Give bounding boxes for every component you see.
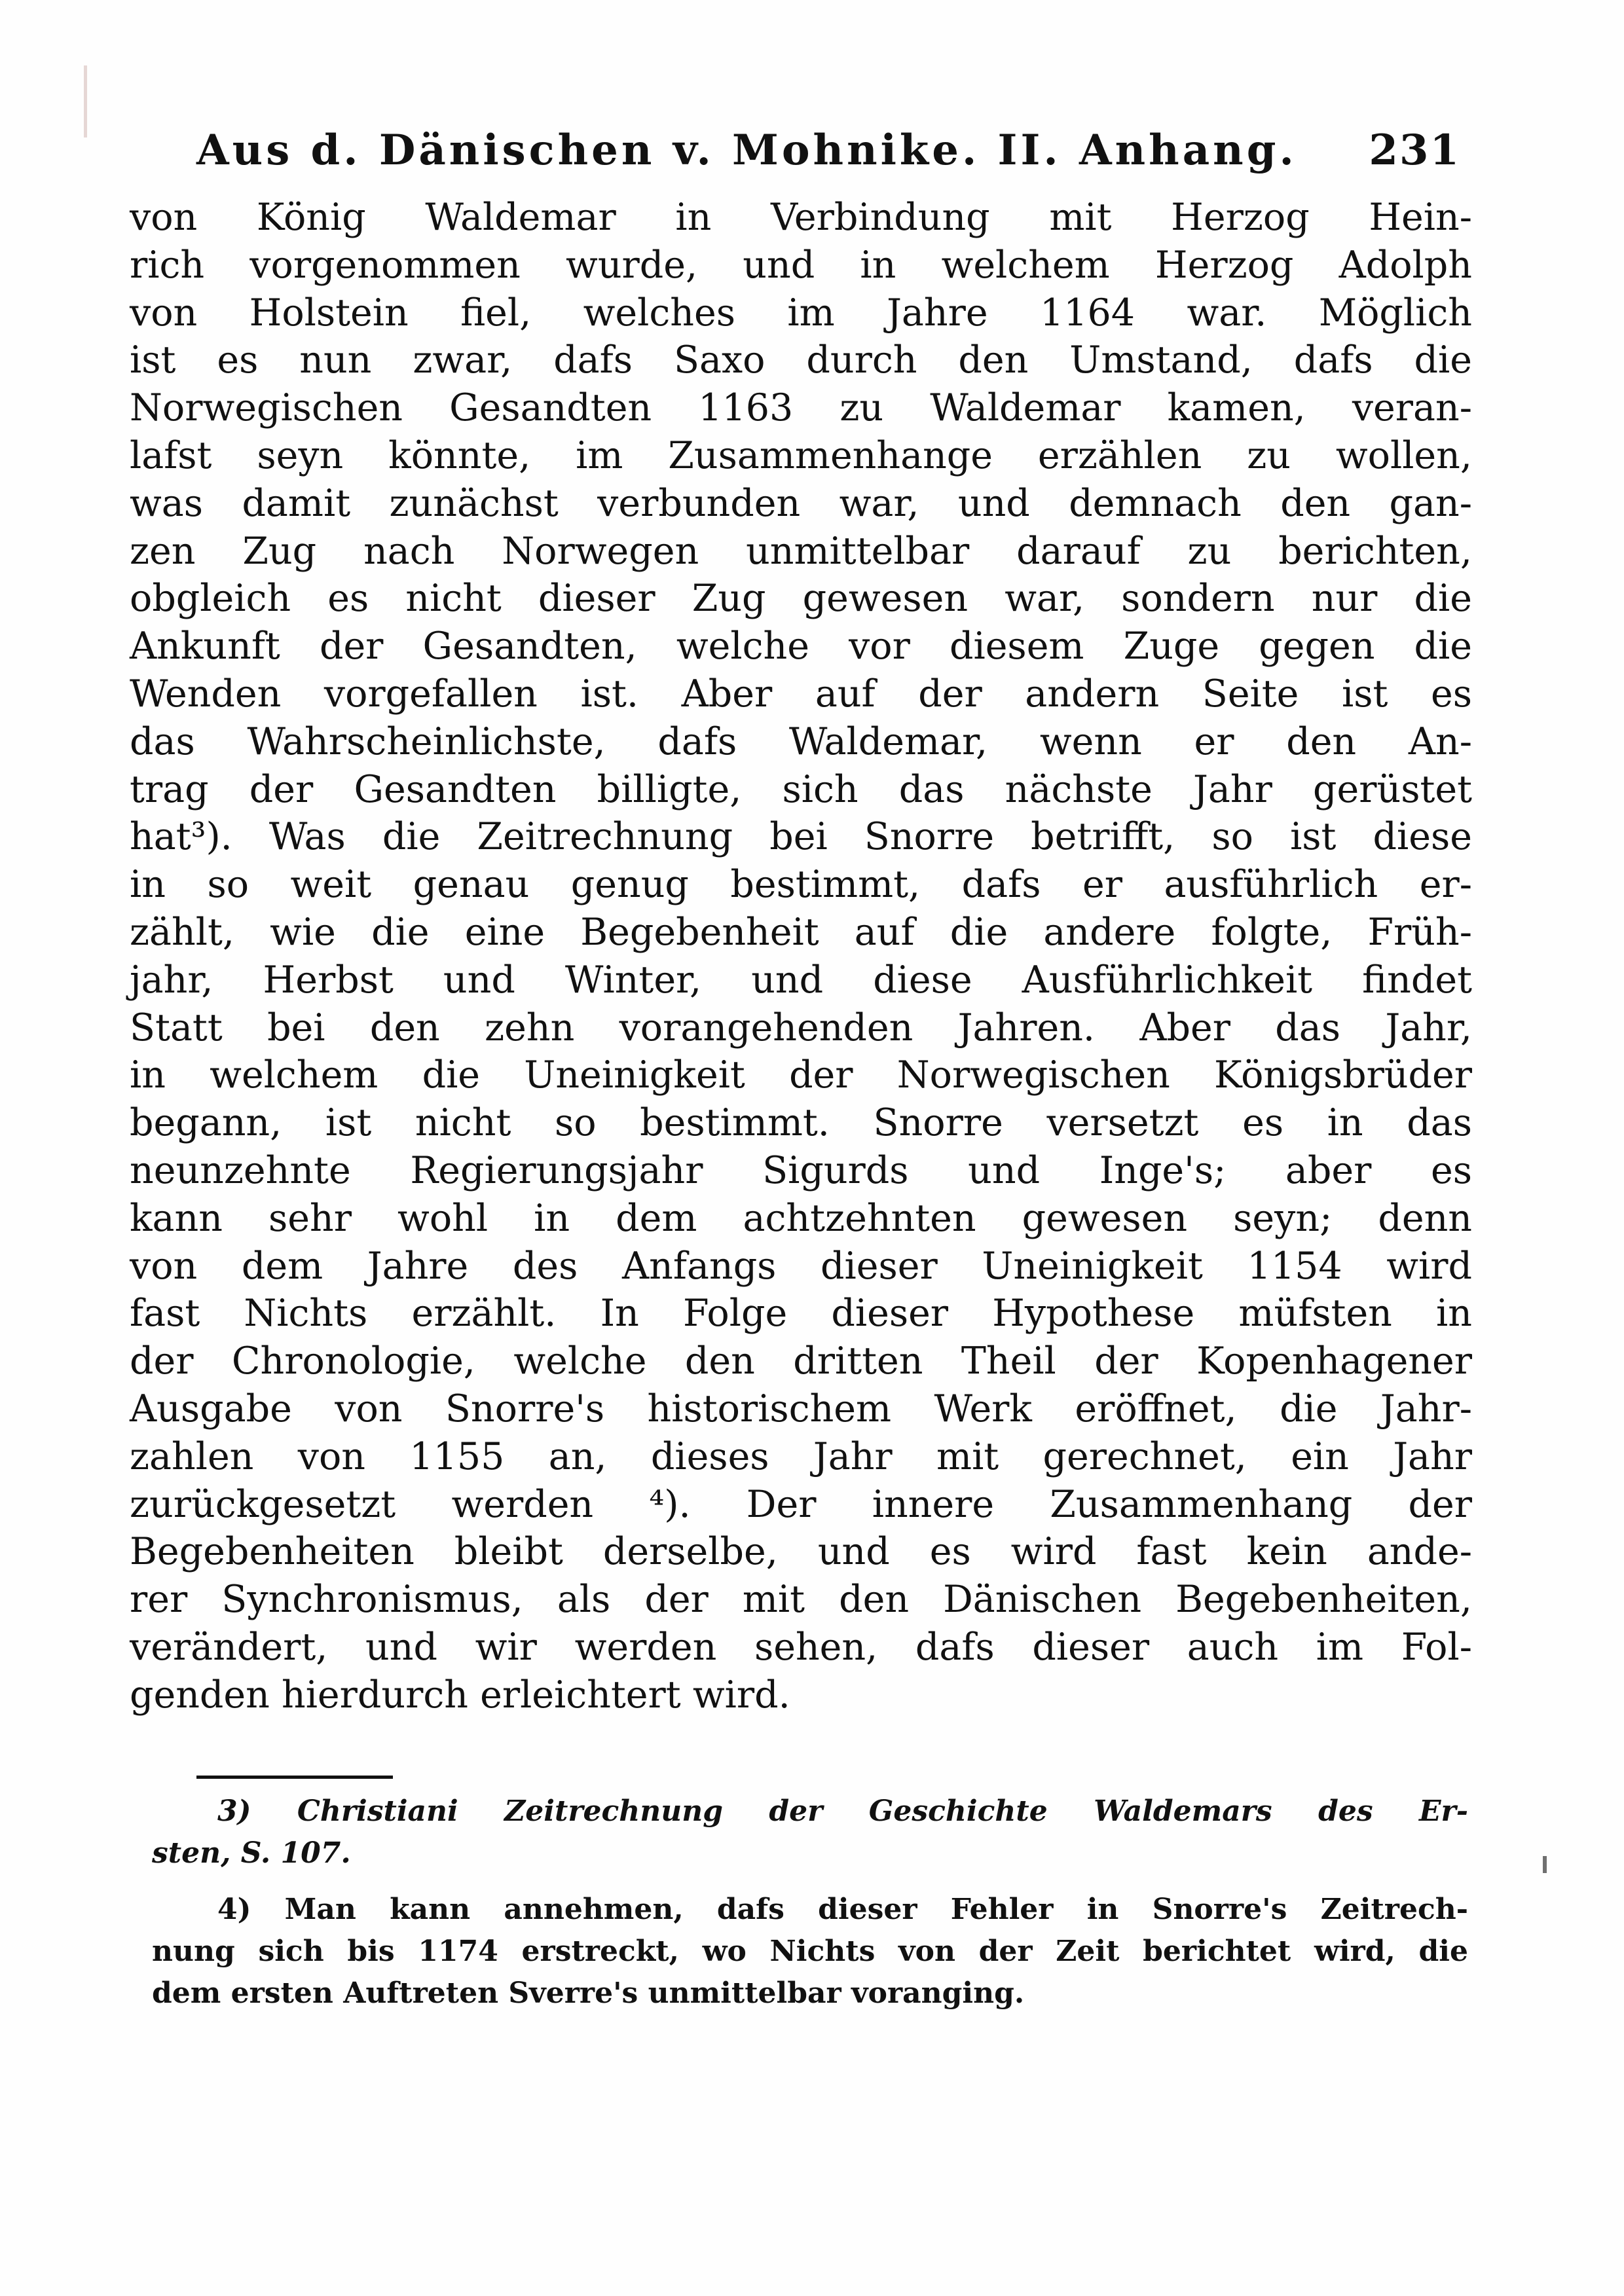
running-header-title: Aus d. Dänischen v. Mohnike. II. Anhang. (196, 126, 1297, 175)
main-text-block (130, 194, 1472, 1719)
text-line: jahr, Herbst und Winter, und diese Ausführlichkeit findet (130, 958, 1472, 1002)
text-line: Ankunft der Gesandten, welche vor diesem Zuge gegen die (130, 625, 1472, 668)
text-line: fast Nichts erzählt. In Folge dieser Hypothese müfsten in (130, 1292, 1472, 1336)
footnote-3-line: sten, S. 107. (152, 1836, 351, 1870)
scan-edge-mark (84, 65, 87, 137)
footnote-gap (152, 1874, 1468, 1889)
text-line: zahlen von 1155 an, dieses Jahr mit gerechnet, ein Jahr (130, 1434, 1472, 1478)
running-header (196, 118, 1460, 183)
text-line: von König Waldemar in Verbindung mit Herzog Hein- (130, 196, 1472, 239)
footnote-4-line: nung sich bis 1174 erstreckt, wo Nichts von der Zeit berichtet wird, die (152, 1935, 1468, 1968)
text-line: genden hierdurch erleichtert wird. (130, 1673, 790, 1717)
text-line: ist es nun zwar, dafs Saxo durch den Umstand, dafs die (130, 338, 1472, 382)
footnote-4-line: 4) Man kann annehmen, dafs dieser Fehler in Snorre's Zeitrech- (217, 1893, 1468, 1926)
text-line: Begebenheiten bleibt derselbe, und es wird fast kein ande- (130, 1530, 1472, 1574)
text-line: zählt, wie die eine Begebenheit auf die andere folgte, Früh- (130, 910, 1472, 954)
text-line: obgleich es nicht dieser Zug gewesen war, sondern nur die (130, 577, 1472, 621)
scan-speck (1543, 1856, 1547, 1873)
text-line: Norwegischen Gesandten 1163 zu Waldemar kamen, veran- (130, 386, 1472, 430)
text-line: Wenden vorgefallen ist. Aber auf der andern Seite ist es (130, 672, 1472, 716)
text-line: trag der Gesandten billigte, sich das nächste Jahr gerüstet (130, 767, 1472, 811)
text-line: in welchem die Uneinigkeit der Norwegischen Königsbrüder (130, 1053, 1472, 1097)
text-line: zurückgesetzt werden ⁴). Der innere Zusammenhang der (130, 1482, 1472, 1526)
text-line: in so weit genau genug bestimmt, dafs er ausführlich er- (130, 863, 1472, 907)
text-line: von dem Jahre des Anfangs dieser Uneinigkeit 1154 wird (130, 1244, 1472, 1288)
footnote-separator (196, 1776, 393, 1779)
text-line: kann sehr wohl in dem achtzehnten gewesen seyn; denn (130, 1196, 1472, 1240)
text-line: Statt bei den zehn vorangehenden Jahren. Aber das Jahr, (130, 1006, 1472, 1049)
text-line: verändert, und wir werden sehen, dafs dieser auch im Fol- (130, 1625, 1472, 1669)
text-line: was damit zunächst verbunden war, und demnach den gan- (130, 481, 1472, 525)
text-line: lafst seyn könnte, im Zusammenhange erzählen zu wollen, (130, 433, 1472, 477)
footnote-3-line: 3) Christiani Zeitrechnung der Geschichte Waldemars des Er- (217, 1795, 1468, 1828)
text-line: neunzehnte Regierungsjahr Sigurds und Inge's; aber es (130, 1148, 1472, 1192)
text-line: Ausgabe von Snorre's historischem Werk eröffnet, die Jahr- (130, 1387, 1472, 1430)
text-line: rer Synchronismus, als der mit den Dänischen Begebenheiten, (130, 1578, 1472, 1622)
text-line: das Wahrscheinlichste, dafs Waldemar, wenn er den An- (130, 720, 1472, 763)
text-line: hat³). Was die Zeitrechnung bei Snorre betrifft, so ist diese (130, 815, 1472, 859)
footnotes-block (152, 1791, 1468, 2014)
text-line: zen Zug nach Norwegen unmittelbar darauf zu berichten, (130, 529, 1472, 573)
text-line: begann, ist nicht so bestimmt. Snorre versetzt es in das (130, 1101, 1472, 1145)
page-number: 231 (1369, 126, 1460, 175)
text-line: rich vorgenommen wurde, und in welchem Herzog Adolph (130, 243, 1472, 287)
footnote-4-line: dem ersten Auftreten Sverre's unmittelbar voranging. (152, 1977, 1025, 2010)
text-line: der Chronologie, welche den dritten Theil der Kopenhagener (130, 1339, 1472, 1383)
text-line: von Holstein fiel, welches im Jahre 1164 war. Möglich (130, 291, 1472, 335)
